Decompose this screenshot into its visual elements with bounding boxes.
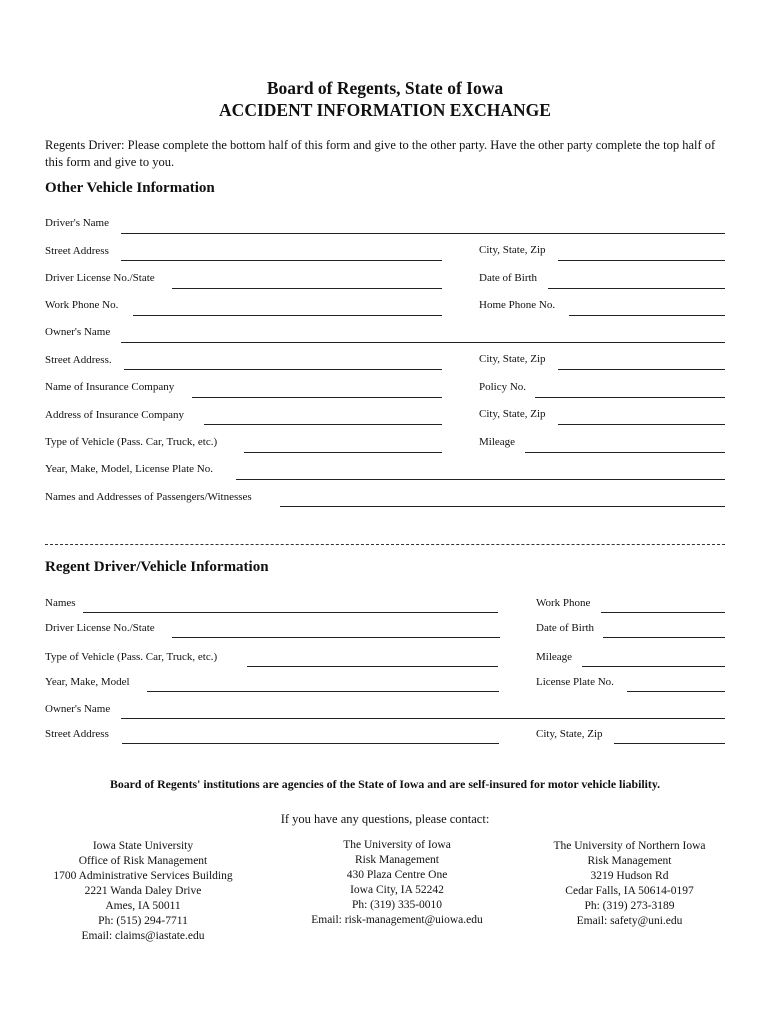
insurance-company-label: Name of Insurance Company xyxy=(45,381,175,393)
passengers-label: Names and Addresses of Passengers/Witnesses xyxy=(45,491,252,503)
isu-street: 2221 Wanda Daley Drive xyxy=(84,885,202,897)
city-state-zip-label: City, State, Zip xyxy=(479,244,546,256)
other-vehicle-heading: Other Vehicle Information xyxy=(45,180,215,196)
regent-dob-field[interactable] xyxy=(603,637,725,638)
tear-divider xyxy=(45,544,725,545)
regent-year-make-model-field[interactable] xyxy=(147,691,499,692)
work-phone-field[interactable] xyxy=(133,315,442,316)
uni-email[interactable]: Email: safety@uni.edu xyxy=(576,915,683,927)
regent-license-plate-label: License Plate No. xyxy=(536,676,614,688)
policy-no-field[interactable] xyxy=(535,397,725,398)
license-label: Driver License No./State xyxy=(45,272,155,284)
form-subtitle: ACCIDENT INFORMATION EXCHANGE xyxy=(219,100,551,120)
license-field[interactable] xyxy=(172,288,442,289)
intro-text: Regents Driver: Please complete the bottom half of this form and give to the other party. Have the other party complete the top half of this form and give to you. xyxy=(45,138,716,169)
owner-street-label: Street Address. xyxy=(45,354,112,366)
isu-name: Iowa State University xyxy=(92,840,194,852)
regent-mileage-label: Mileage xyxy=(536,651,573,663)
regent-street-address-label: Street Address xyxy=(45,728,109,740)
drivers-name-label: Driver's Name xyxy=(45,217,109,229)
regent-street-address-field[interactable] xyxy=(122,743,499,744)
regent-owners-name-label: Owner's Name xyxy=(45,703,111,715)
uiowa-email[interactable]: Email: risk-management@uiowa.edu xyxy=(311,914,483,926)
isu-email[interactable]: Email: claims@iastate.edu xyxy=(81,930,205,942)
uiowa-name: The University of Iowa xyxy=(343,839,451,851)
uiowa-contact-block xyxy=(297,838,497,928)
self-insured-note: Board of Regents' institutions are agencies of the State of Iowa and are self-insured for motor vehicle liability. xyxy=(109,777,661,791)
home-phone-field[interactable] xyxy=(569,315,725,316)
street-address-field[interactable] xyxy=(121,260,442,261)
regent-vehicle-type-label: Type of Vehicle (Pass. Car, Truck, etc.) xyxy=(45,651,218,663)
insurance-city-state-zip-field[interactable] xyxy=(558,424,725,425)
isu-contact-block xyxy=(43,839,243,944)
regent-dob-label: Date of Birth xyxy=(536,622,595,634)
uni-office: Risk Management xyxy=(587,855,672,867)
work-phone-label: Work Phone No. xyxy=(45,299,119,311)
uni-phone: Ph: (319) 273-3189 xyxy=(584,900,675,912)
regent-license-field[interactable] xyxy=(172,637,500,638)
regent-names-field[interactable] xyxy=(83,612,498,613)
contact-prompt: If you have any questions, please contact: xyxy=(280,812,490,826)
dob-label: Date of Birth xyxy=(479,272,538,284)
form-title: Board of Regents, State of Iowa xyxy=(266,78,504,98)
uni-city: Cedar Falls, IA 50614-0197 xyxy=(565,885,694,897)
regent-city-state-zip-label: City, State, Zip xyxy=(536,728,603,740)
regent-city-state-zip-field[interactable] xyxy=(614,743,725,744)
uiowa-street: 430 Plaza Centre One xyxy=(346,869,448,881)
regent-owners-name-field[interactable] xyxy=(121,718,725,719)
owners-name-label: Owner's Name xyxy=(45,326,111,338)
vehicle-type-label: Type of Vehicle (Pass. Car, Truck, etc.) xyxy=(45,436,218,448)
owner-city-state-zip-field[interactable] xyxy=(558,369,725,370)
isu-office: Office of Risk Management xyxy=(78,855,208,867)
owner-city-state-zip-label: City, State, Zip xyxy=(479,353,546,365)
regent-vehicle-type-field[interactable] xyxy=(247,666,498,667)
uni-street: 3219 Hudson Rd xyxy=(590,870,669,882)
regent-mileage-field[interactable] xyxy=(582,666,725,667)
dob-field[interactable] xyxy=(548,288,725,289)
year-make-model-plate-field[interactable] xyxy=(236,479,725,480)
year-make-model-plate-label: Year, Make, Model, License Plate No. xyxy=(45,463,213,475)
regent-names-label: Names xyxy=(45,597,76,609)
insurance-address-label: Address of Insurance Company xyxy=(45,409,184,421)
street-address-label: Street Address xyxy=(45,245,109,257)
drivers-name-field[interactable] xyxy=(121,233,725,234)
vehicle-type-field[interactable] xyxy=(244,452,442,453)
regent-work-phone-field[interactable] xyxy=(601,612,725,613)
uni-name: The University of Northern Iowa xyxy=(553,840,706,852)
uiowa-office: Risk Management xyxy=(355,854,439,866)
insurance-address-field[interactable] xyxy=(204,424,442,425)
passengers-field[interactable] xyxy=(280,506,725,507)
mileage-field[interactable] xyxy=(525,452,725,453)
uiowa-phone: Ph: (319) 335-0010 xyxy=(351,899,443,911)
regent-license-label: Driver License No./State xyxy=(45,622,155,634)
uiowa-city: Iowa City, IA 52242 xyxy=(350,884,444,896)
regent-year-make-model-label: Year, Make, Model xyxy=(45,676,130,688)
regent-work-phone-label: Work Phone xyxy=(536,597,591,609)
isu-building: 1700 Administrative Services Building xyxy=(53,870,233,882)
regent-license-plate-field[interactable] xyxy=(627,691,725,692)
isu-phone: Ph: (515) 294-7711 xyxy=(98,915,188,927)
regent-vehicle-heading: Regent Driver/Vehicle Information xyxy=(45,559,269,575)
mileage-label: Mileage xyxy=(479,436,516,448)
insurance-company-field[interactable] xyxy=(192,397,442,398)
uni-contact-block xyxy=(522,839,737,929)
isu-city: Ames, IA 50011 xyxy=(105,900,181,912)
city-state-zip-field[interactable] xyxy=(558,260,725,261)
insurance-city-state-zip-label: City, State, Zip xyxy=(479,408,546,420)
policy-no-label: Policy No. xyxy=(479,381,527,393)
owners-name-field[interactable] xyxy=(121,342,725,343)
owner-street-field[interactable] xyxy=(124,369,442,370)
home-phone-label: Home Phone No. xyxy=(479,299,556,311)
